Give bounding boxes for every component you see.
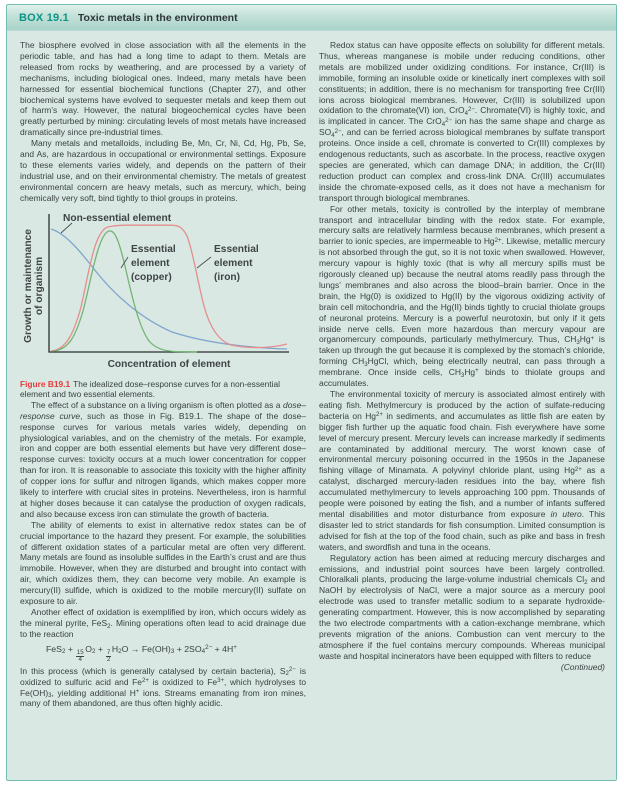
box-title: Toxic metals in the environment bbox=[77, 11, 238, 24]
figure-caption-text: The idealized dose–response curves for a non-essential element and two essential elements. bbox=[20, 378, 280, 400]
box-header bbox=[7, 5, 616, 31]
figure-caption-label: Figure B19.1 bbox=[20, 378, 71, 389]
paragraph-biosphere: The biosphere evolved in close association with all the elements in the periodic table, and has had a long time to adapt to them. Metals are released from rocks by weathering, and are processed by a variety of mechanisms, including biological ones. Indeed, many metals have been harnessed for essential biochemical functions (Chapter 27), and other biochemical systems have evolved to sequester metals and keep them out of harm’s way. However, the natural biogeochemical cycles have been greatly perturbed by mining: circulating levels of most metals have increased dramatically since pre-industrial times. bbox=[20, 40, 306, 138]
label-copper-line3: (copper) bbox=[131, 271, 172, 283]
paragraph-mercury-toxicity: For other metals, toxicity is controlled by the interplay of membrane transport and intracellular binding with the redox state. For example, mercury salts are relatively harmless because membranes, which present a barrier to ionic species, are impermeable to $Hg^{2+}$. Likewise, metallic mercury is not absorbed through the gut, so it is not toxic when swallowed. However, mercury vapour is highly toxic (that is why all mercury spills must be rigorously cleaned up) because the neutral atoms readily pass through the lungs’ membranes and also across the blood–brain barrier. Once in the brain, the Hg(0) is oxidized to Hg(II) by the vigorous oxidizing activity of brain cell mitochondria, and the Hg(II) binds tightly to crucial thiolate groups of neuronal proteins. Mercury is a powerful neurotoxin, but only if it gets inside nerve cells. Even more hazardous than mercury vapour are organomercury compounds, particularly methylmercury. Thus, $CH_3Hg^+$ is taken up through the gut because it is complexed by the stomach’s chloride, forming $CH_3HgCl$, which, being electrically neutral, can pass through a membrane. Once inside cells, $CH_3Hg^+$ binds to thiolate groups and accumulates. bbox=[319, 203, 606, 389]
y-axis-label-line1: Growth or maintenance bbox=[23, 228, 34, 343]
label-iron-line3: (iron) bbox=[214, 271, 241, 283]
dose-response-chart bbox=[22, 211, 298, 379]
textbook-box bbox=[6, 4, 617, 781]
label-iron-line1: Essential bbox=[214, 243, 259, 255]
y-axis-label-line2: of organism bbox=[34, 256, 45, 315]
label-iron-line2: element bbox=[214, 257, 253, 269]
label-copper-line1: Essential bbox=[131, 243, 176, 255]
paragraph-metalloids: Many metals and metalloids, including Be, Mn, Cr, Ni, Cd, Hg, Pb, Se, and As, are hazardous in occupational or environmental settings. Exposure to these elements varies widely, and depends on the pattern of their industrial use, and on their environmental chemistry. The metals of greatest environmental concern are heavy metals, such as mercury, which, being chemically very soft, bind tightly to thiol groups in proteins. bbox=[20, 138, 306, 203]
paragraph-pyrite: Another effect of oxidation is exemplified by iron, which occurs widely as the mineral pyrite, FeS$_2$. Mining operations often lead to acid drainage due to the reaction bbox=[20, 607, 306, 639]
paragraph-regulation: Regulatory action has been aimed at reducing mercury discharges and emissions, and industrial point sources have been largely controlled. Chloralkali plants, producing the large-volume industrial chemicals $Cl_2$ and NaOH by electrolysis of NaCl, were a major source as a mercury pool electrode was used to transfer metallic sodium to a separate hydroxide-generating compartment. However, this is now accomplished by separating the two electrode compartments with a cation-exchange membrane, which prevents migration of the anions. Combustion can vent mercury to the atmosphere if the fuel contains mercury compounds. Whereas municipal waste and hospital incinerators have been equipped with filters to reduce bbox=[319, 552, 605, 661]
paragraph-redox-solubility: Redox status can have opposite effects on solubility for different metals. Thus, whereas manganese is mobile under reducing conditions, other metals are mobilized under oxidizing conditions. For instance, Cr(III) is immobile, forming an insoluble oxide or kinetically inert complexes with soil constituents; in addition, there is no mechanism for transporting free Cr(III) ions across biological membranes. However, Cr(III) is solubilized upon oxidation to the chromate(VI) ion, CrO$_4^{2-}$. Chromate(VI) is highly toxic, and is implicated in cancer. The CrO$_4^{2-}$ ion has the same shape and charge as $SO_4^{2-}$, and can be ferried across biological membranes by sulfate transport proteins. Once inside a cell, chromate is converted to Cr(III) complexes by endogenous reductants, such as ascorbate. In the process, reactive oxygen species are generated, which can damage DNA; in addition, the Cr(III) reduction product can complex and cross-link DNA. Cr(III) accumulates inside the chromate-exposed cells, as it does not have a mechanism for transport through biological membranes. bbox=[319, 40, 605, 203]
paragraph-redox-states: The ability of elements to exist in alternative redox states can be of crucial importance to the hazard they present. For example, the solubilities of different oxidation states of a particular metal are often very different. Many metals are found as insoluble sulfides in the Earth’s crust and are thus immobile. However, when they are disturbed and brought into contact with air, which oxidizes them, they can become very mobile. An example is mercury(II) sulfide, which is oxidized to the mobile mercury(II) sulfate on exposure to air. bbox=[20, 519, 306, 607]
paragraph-acid-drainage: In this process (which is generally catalysed by certain bacteria), $S_2^{2-}$ is oxidized to sulfuric acid and $Fe^{2+}$ is oxidized to $Fe^{3+}$, which hydrolyses to $Fe(OH)_3$, yielding additional H+ ions. Streams emanating from iron mines, many of them abandoned, are thus often highly acidic. bbox=[20, 665, 307, 709]
pyrite-oxidation-equation: FeS$_2$ + $\frac{15}{4}$ $O_2$ + $\frac{7}{2}$ $H_2O \to Fe(OH)_3 + 2SO_4^{2-} + 4H^+$ bbox=[46, 643, 237, 663]
paragraph-dose-response: The effect of a substance on a living organism is often plotted as a dose–response curve, such as those in Fig. B19.1. The shape of the dose–response curves for various metals varies widely, depending on physiological variables, and on the chemistry of the metals. For example, iron and copper are both essential elements but have very different dose–response curves: toxicity occurs at a much lower concentration for copper than for iron. It is reasonable to associate this toxicity with the higher affinity of copper ions for sulfur and nitrogen ligands, which makes copper more likely to interfere with crucial sites in proteins. Nevertheless, iron is harmful at higher doses because it can catalyse the production of oxygen radicals, and also because excess iron can stimulate the growth of bacteria. bbox=[20, 399, 306, 519]
paragraph-minamata: The environmental toxicity of mercury is associated almost entirely with eating fish. Methylmercury is produced by the action of sulfate-reducing bacteria on $Hg^{2+}$ in sediments, and accumulates as little fish are eaten by bigger fish further up the aquatic food chain. Fish everywhere have some level of mercury present. Mercury levels can increase markedly if sediments are contaminated by additional mercury. The worst known case of environmental mercury poisoning occurred in the 1950s in the Japanese fishing village of Minamata. A polyvinyl chloride plant, using $Hg^{2+}$ as a catalyst, discharged mercury-laden residues into the bay, where fish accumulated methylmercury to levels approaching 100 ppm. Thousands of people were poisoned by eating the fish, and a number of infants suffered mental disabilities and motor disturbance from exposure in utero. This disaster led to strict standards for fish consumption. Limited consumption is advised for fish at the top of the food chain, such as pike and bass in fresh waters, and swordfish and tuna in the oceans. bbox=[319, 389, 605, 552]
leader-line-non-essential bbox=[61, 223, 72, 233]
box-number-label: BOX 19.1 bbox=[19, 11, 69, 24]
box-body bbox=[7, 31, 616, 709]
right-column bbox=[319, 40, 605, 709]
leader-line-iron bbox=[197, 257, 211, 268]
label-non-essential-element: Non-essential element bbox=[63, 212, 172, 224]
label-copper-line2: element bbox=[131, 257, 170, 269]
dose-response-figure bbox=[20, 211, 306, 379]
x-axis-label: Concentration of element bbox=[107, 358, 231, 370]
continued-note: (Continued) bbox=[560, 661, 605, 672]
left-column bbox=[20, 40, 306, 709]
figure-caption bbox=[20, 379, 306, 400]
